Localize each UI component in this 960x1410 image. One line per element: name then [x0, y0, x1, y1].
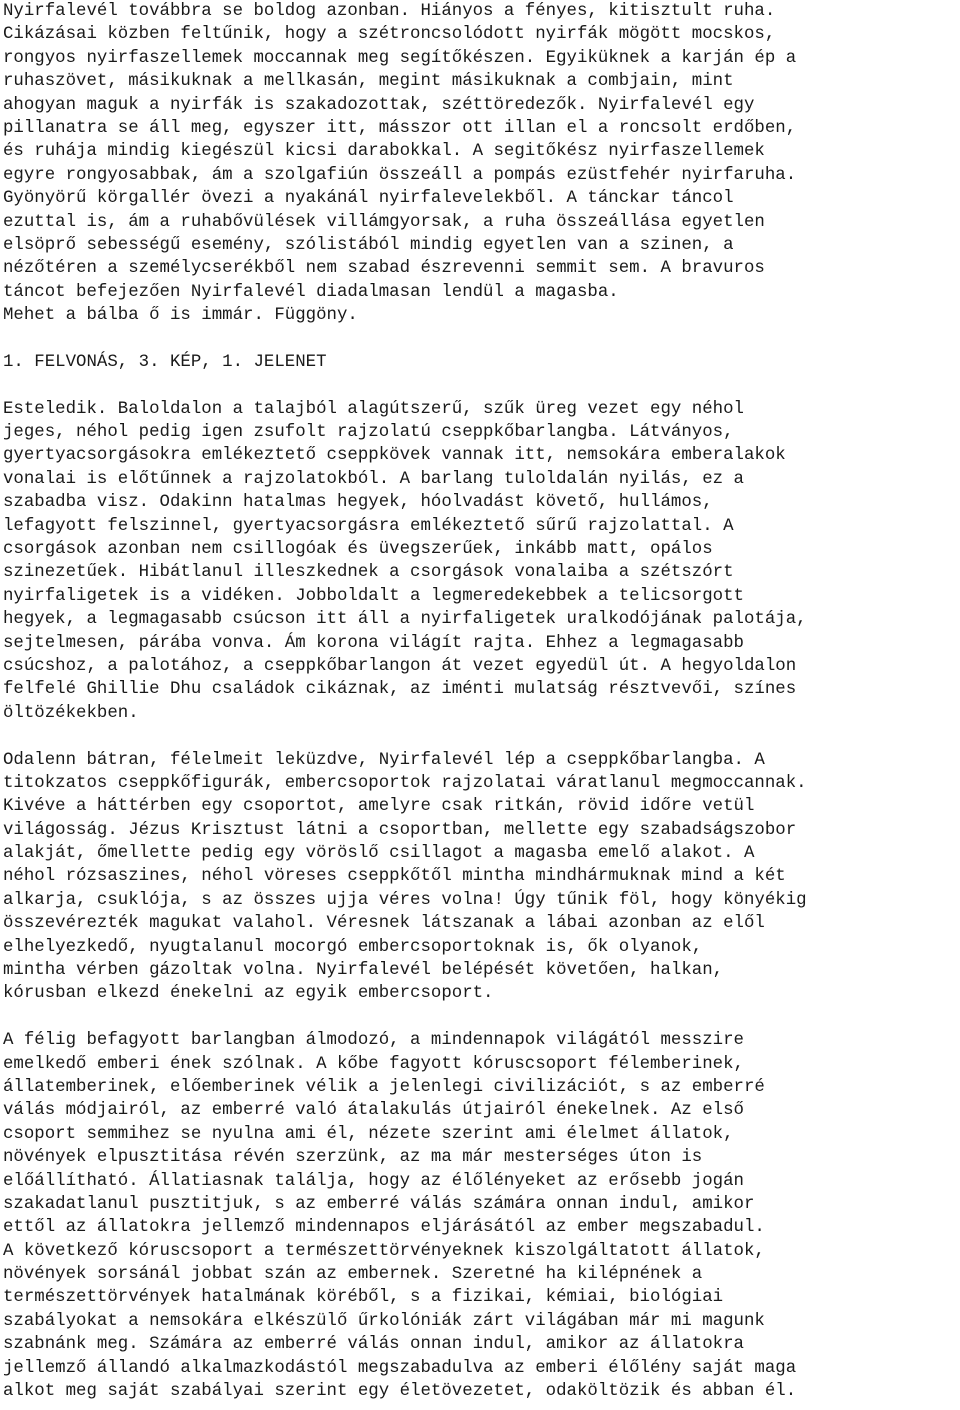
text-line: növények elpusztitása révén szerzünk, az ma már mesterséges úton is: [3, 1148, 703, 1168]
text-line: A következő kóruscsoport a természettörvényeknek kiszolgáltatott állatok,: [3, 1241, 765, 1261]
text-line: elhelyezkedő, nyugtalanul mocorgó embercsoportoknak is, ők olyanok,: [3, 937, 703, 957]
text-line: alkarja, csuklója, s az összes ujja véres volna! Úgy tűnik föl, hogy könyékig: [3, 890, 807, 910]
text-line: válás módjairól, az emberré való átalakulás útjairól énekelnek. Az első: [3, 1101, 744, 1121]
text-line: kórusban elkezd énekelni az egyik embercsoport.: [3, 984, 494, 1004]
text-line: öltözékekben.: [3, 703, 139, 723]
paragraph: [3, 1029, 960, 1403]
text-line: szakadatlanul pusztitjuk, s az emberré válás számára onnan indul, amikor: [3, 1194, 755, 1214]
text-line: vonalai is előtűnnek a rajzolatokból. A barlang tuloldalán nyilás, ez a: [3, 469, 744, 489]
paragraph: [3, 749, 960, 1006]
text-line: egyre rongyosabbak, ám a szolgafiún összeáll a pompás ezüstfehér nyirfaruha.: [3, 165, 797, 185]
text-line: Cikázásai közben feltűnik, hogy a szétroncsolódott nyirfák mögött mocskos,: [3, 25, 776, 45]
text-line: állatemberinek, előemberinek vélik a jelenlegi civilizációt, s az emberré: [3, 1077, 765, 1097]
text-line: nyirfaligetek is a vidéken. Jobboldalt a legmeredekebbek a telicsorgott: [3, 586, 744, 606]
text-line: ettől az állatokra jellemző mindennapos eljárásától az ember megszabadul.: [3, 1218, 765, 1238]
text-line: hegyek, a legmagasabb csúcson itt áll a nyirfaligetek uralkodójának palotája,: [3, 610, 807, 630]
paragraph-gap: [3, 1006, 960, 1029]
text-line: Nyirfalevél továbbra se boldog azonban. Hiányos a fényes, kitisztult ruha.: [3, 2, 776, 21]
text-line: emelkedő emberi ének szólnak. A kőbe fagyott kóruscsoport félemberinek,: [3, 1054, 744, 1074]
paragraph-gap: [3, 725, 960, 748]
text-line: ruhaszövet, másikuknak a mellkasán, megint másikuknak a combjain, mint: [3, 72, 734, 92]
text-line: növények sorsánál jobbat szán az embernek. Szeretné ha kilépnének a: [3, 1265, 703, 1285]
text-line: Odalenn bátran, félelmeit leküzdve, Nyirfalevél lép a cseppkőbarlangba. A: [3, 750, 765, 770]
text-line: pillanatra se áll meg, egyszer itt, másszor ott illan el a roncsolt erdőben,: [3, 118, 797, 138]
text-line: jellemző állandó alkalmazkodástól megszabadulva az emberi élőlény saját maga: [3, 1358, 797, 1378]
text-line: ezuttal is, ám a ruhabővülések villámgyorsak, a ruha összeállása egyetlen: [3, 212, 765, 232]
text-line: rongyos nyirfaszellemek moccannak meg segítőkészen. Egyiküknek a karján ép a: [3, 48, 797, 68]
text-line: lefagyott felszinnel, gyertyacsorgásra emlékeztető sűrű rajzolattal. A: [3, 516, 734, 536]
text-line: mintha vérben gázoltak volna. Nyirfalevél belépését követően, halkan,: [3, 961, 724, 981]
text-line: szabadba visz. Odakinn hatalmas hegyek, hóolvadást követő, hullámos,: [3, 493, 713, 513]
text-line: szinezetűek. Hibátlanul illeszkednek a csorgások vonalaiba a szétszórt: [3, 563, 734, 583]
text-line: elsöprő sebességű esemény, szólistából mindig egyetlen van a szinen, a: [3, 235, 734, 255]
text-line: táncot befejezően Nyirfalevél diadalmasan lendül a magasba.: [3, 282, 619, 302]
text-line: néhol rózsaszines, néhol vöreses cseppkőtől mintha mindhármuknak mind a két: [3, 867, 786, 887]
text-line: ahogyan maguk a nyirfák is szakadozottak, széttöredezők. Nyirfalevél egy: [3, 95, 755, 115]
text-line: világosság. Jézus Krisztust látni a csoportban, mellette egy szabadságszobor: [3, 820, 797, 840]
text-line: Kivéve a háttérben egy csoportot, amelyre csak ritkán, rövid időre vetül: [3, 797, 755, 817]
text-line: természettörvények hatalmának köréből, s a fizikai, kémiai, biológiai: [3, 1288, 724, 1308]
text-line: gyertyacsorgásokra emlékeztető cseppkövek vannak itt, nemsokára emberalakok: [3, 446, 786, 466]
text-line: alakját, őmellette pedig egy vöröslő csillagot a magasba emelő alakot. A: [3, 844, 755, 864]
text-line: összevérezték magukat valahol. Véresnek látszanak a lábai azonban az elől: [3, 914, 765, 934]
scene-heading: 1. FELVONÁS, 3. KÉP, 1. JELENET: [3, 352, 327, 372]
paragraph-gap: [3, 327, 960, 350]
text-line: jeges, néhol pedig igen zsufolt rajzolatú cseppkőbarlangba. Látványos,: [3, 423, 734, 443]
paragraph: [3, 0, 960, 327]
text-line: Mehet a bálba ő is immár. Függöny.: [3, 306, 358, 326]
text-line: szabnánk meg. Számára az emberré válás onnan indul, amikor az állatokra: [3, 1335, 744, 1355]
text-line: titokzatos cseppkőfigurák, embercsoportok rajzolatai váratlanul megmoccannak.: [3, 773, 807, 793]
text-line: előállítható. Állatiasnak találja, hogy az élőlényeket az erősebb jogán: [3, 1171, 744, 1191]
text-line: sejtelmesen, párába vonva. Ám korona világít rajta. Ehhez a legmagasabb: [3, 633, 744, 653]
text-line: felfelé Ghillie Dhu családok cikáznak, az iménti mulatság résztvevői, színes: [3, 680, 797, 700]
text-line: csoport semmihez se nyulna ami él, nézete szerint ami élelmet állatok,: [3, 1124, 734, 1144]
text-line: szabályokat a nemsokára elkészülő űrkolóniák zárt világában már mi magunk: [3, 1311, 765, 1331]
text-line: nézőtéren a személycserékből nem szabad észrevenni semmit sem. A bravuros: [3, 259, 765, 279]
paragraph: [3, 398, 960, 725]
text-line: Gyönyörű körgallér övezi a nyakánál nyirfalevelekből. A tánckar táncol: [3, 189, 734, 209]
text-line: Esteledik. Baloldalon a talajból alagútszerű, szűk üreg vezet egy néhol: [3, 399, 744, 419]
text-line: csúcshoz, a palotához, a cseppkőbarlangon át vezet egyedül út. A hegyoldalon: [3, 656, 797, 676]
text-line: és ruhája mindig kiegészül kicsi darabokkal. A segitőkész nyirfaszellemek: [3, 142, 765, 162]
text-line: csorgások azonban nem csillogóak és üvegszerűek, inkább matt, opálos: [3, 539, 713, 559]
paragraph-gap: [3, 374, 960, 397]
text-line: alkot meg saját szabályai szerint egy életövezetet, odaköltözik és abban él.: [3, 1382, 797, 1402]
text-line: A félig befagyott barlangban álmodozó, a mindennapok világától messzire: [3, 1031, 744, 1051]
